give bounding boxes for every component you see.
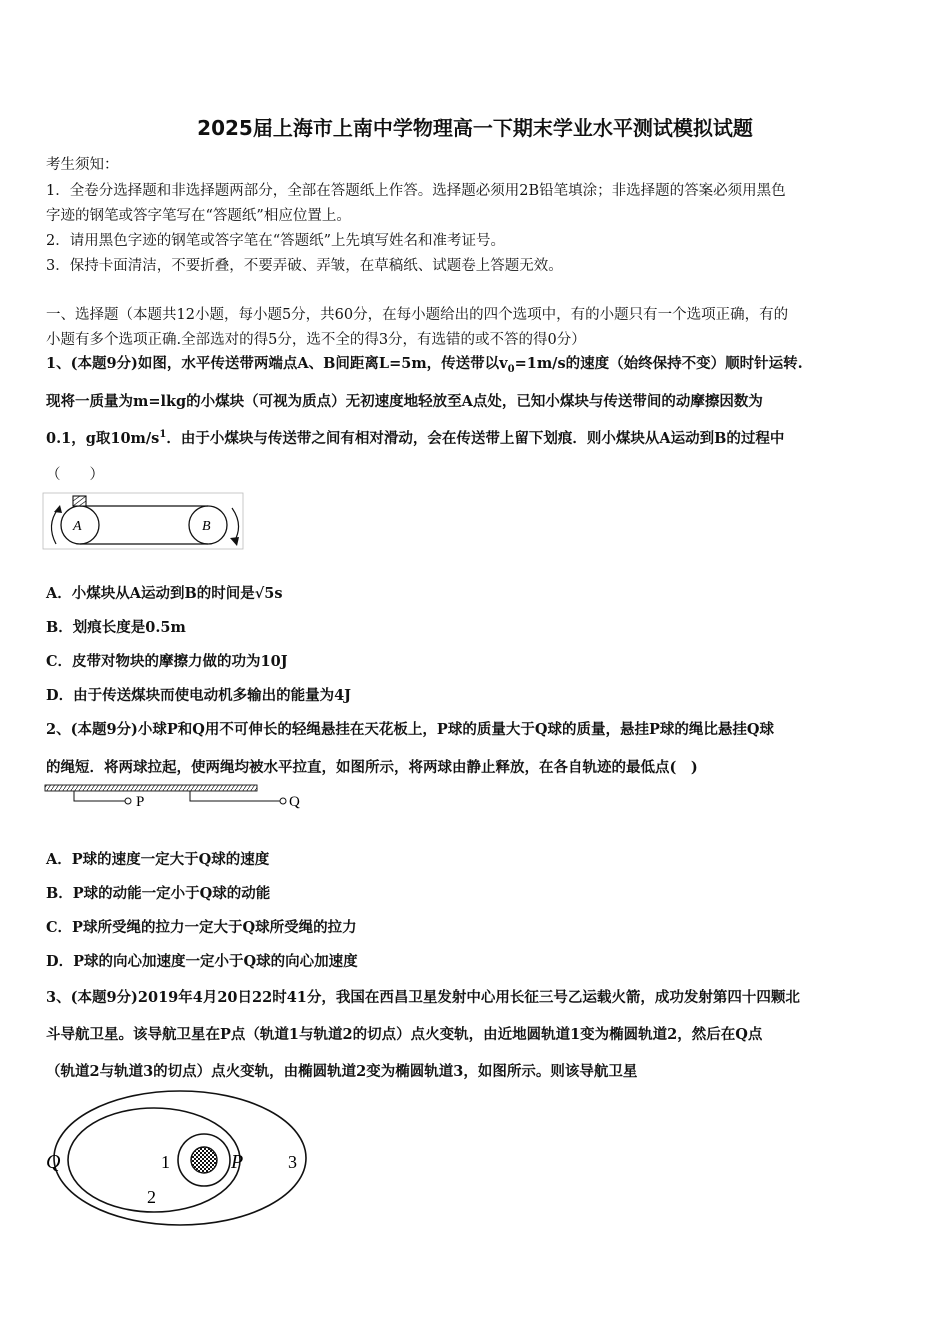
q3-line-1: 3、(本题9分)2019年4月20日22时41分，我国在西昌卫星发射中心用长征三号乙运载火箭，成功发射第四十四颗北 xyxy=(46,989,800,1006)
label-q: Q xyxy=(46,1151,61,1173)
q1-option-a: A．小煤块从A运动到B的时间是√5s xyxy=(46,585,283,602)
q1-option-b: B．划痕长度是0.5m xyxy=(46,619,186,636)
notice-item-3: 3．保持卡面清洁，不要折叠，不要弄破、弄皱，在草稿纸、试题卷上答题无效。 xyxy=(46,258,563,274)
rotation-arrow-left xyxy=(54,505,62,513)
ceiling xyxy=(45,785,257,791)
notice-item-1b: 字迹的钢笔或答字笔写在“答题纸”相应位置上。 xyxy=(46,208,351,224)
label-2: 2 xyxy=(147,1187,156,1207)
q1-blank: （ ） xyxy=(46,467,104,483)
notice-item-2: 2．请用黑色字迹的钢笔或答字笔在“答题纸”上先填写姓名和准考证号。 xyxy=(46,233,506,249)
ball-p xyxy=(125,798,131,804)
label-p: P xyxy=(231,1151,244,1173)
q2-line-2: 的绳短．将两球拉起，使两绳均被水平拉直，如图所示，将两球由静止释放，在各自轨迹的最低点( ) xyxy=(46,759,698,776)
label-p: P xyxy=(136,794,145,810)
notice-item-1a: 1．全卷分选择题和非选择题两部分，全部在答题纸上作答。选择题必须用2B铅笔填涂；非选择题的答案必须用黑色 xyxy=(46,183,786,199)
q1-line-2: 现将一质量为m=lkg的小煤块（可视为质点）无初速度地轻放至A点处，已知小煤块与传送带间的动摩擦因数为 xyxy=(46,393,763,410)
q1-option-c: C．皮带对物块的摩擦力做的功为10J xyxy=(46,653,288,670)
q2-option-c: C．P球所受绳的拉力一定大于Q球所受绳的拉力 xyxy=(46,919,357,936)
label-1: 1 xyxy=(161,1152,170,1172)
pendulum-figure xyxy=(44,783,310,813)
q2-option-a: A．P球的速度一定大于Q球的速度 xyxy=(46,851,270,868)
conveyor-belt-figure xyxy=(42,492,246,552)
notice-heading: 考生须知： xyxy=(46,157,119,173)
section-header-line-1: 一、选择题（本题共12小题，每小题5分，共60分，在每小题给出的四个选项中，有的小题只有一个选项正确，有的 xyxy=(46,307,789,323)
rotation-arrow-right xyxy=(230,537,239,546)
q1-line-1: 1、(本题9分)如图，水平传送带两端点A、B间距离L=5m，传送带以$v_0=1m/s$的速度（始终保持不变）顺时针运转. xyxy=(46,355,803,375)
q2-option-d: D．P球的向心加速度一定小于Q球的向心加速度 xyxy=(46,953,358,970)
q1-line-3: 0.1，g取$10m/s^1$．由于小煤块与传送带之间有相对滑动，会在传送带上留下划痕．则小煤块从A运动到B的过程中 xyxy=(46,429,785,447)
label-q: Q xyxy=(289,794,300,810)
section-header-line-2: 小题有多个选项正确.全部选对的得5分，选不全的得3分，有选错的或不答的得0分） xyxy=(46,332,586,348)
label-a: A xyxy=(73,519,82,534)
q2-line-1: 2、(本题9分)小球P和Q用不可伸长的轻绳悬挂在天花板上，P球的质量大于Q球的质量，悬挂P球的绳比悬挂Q球 xyxy=(46,721,774,738)
orbit-figure xyxy=(40,1088,330,1230)
q2-option-b: B．P球的动能一定小于Q球的动能 xyxy=(46,885,271,902)
ball-q xyxy=(280,798,286,804)
q3-line-2: 斗导航卫星。该导航卫星在P点（轨道1与轨道2的切点）点火变轨，由近地圆轨道1变为椭圆轨道2，然后在Q点 xyxy=(46,1026,763,1043)
label-3: 3 xyxy=(288,1152,297,1172)
page-title: 2025届上海市上南中学物理高一下期末学业水平测试模拟试题 xyxy=(197,116,753,140)
earth xyxy=(191,1147,217,1173)
q3-line-3: （轨道2与轨道3的切点）点火变轨，由椭圆轨道2变为椭圆轨道3，如图所示。则该导航卫星 xyxy=(46,1063,638,1080)
label-b: B xyxy=(202,519,211,534)
q1-option-d: D．由于传送煤块而使电动机多输出的能量为4J xyxy=(46,687,352,704)
